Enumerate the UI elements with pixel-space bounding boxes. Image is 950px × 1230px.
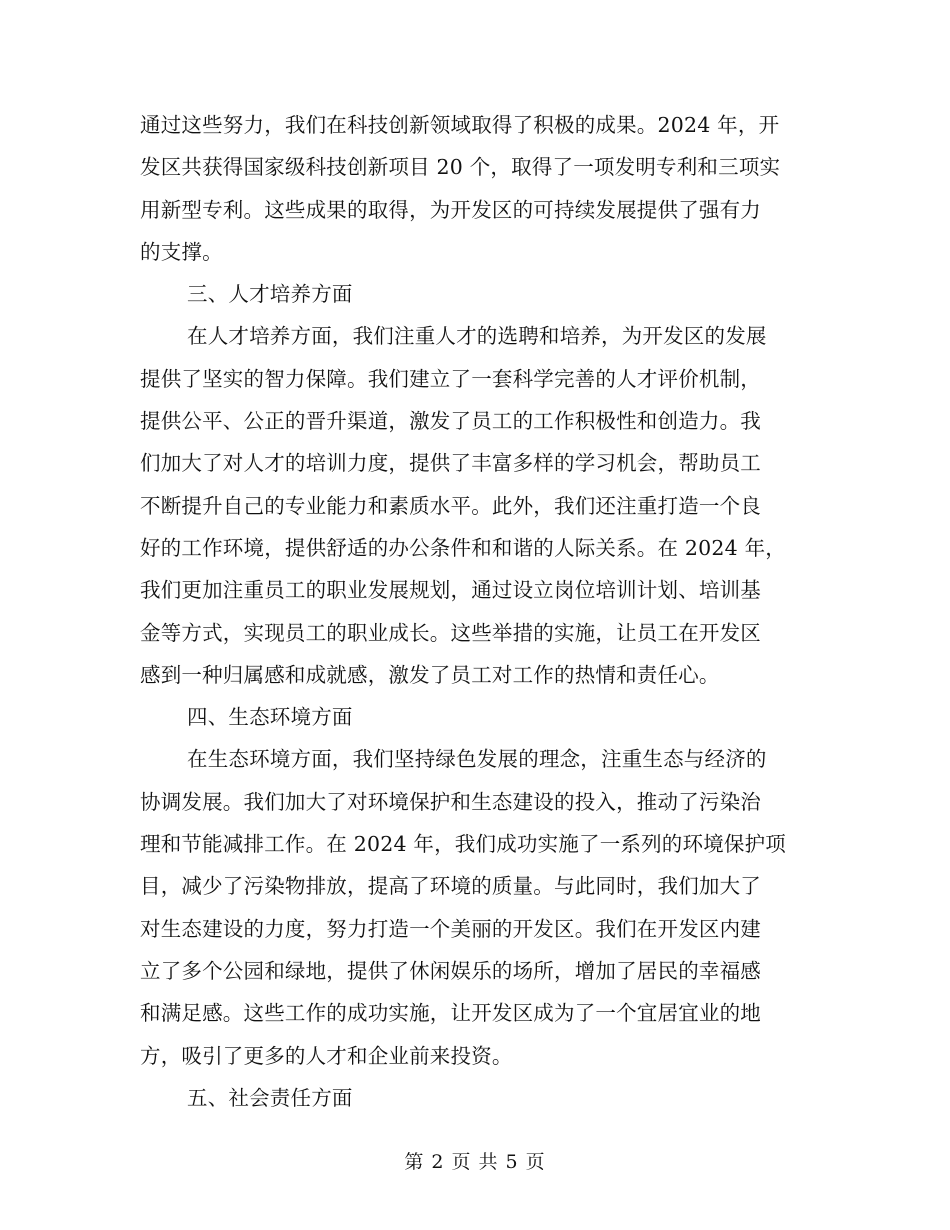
text-line: 发区共获得国家级科技创新项目 20 个，取得了一项发明专利和三项实 [140,155,781,180]
text-line: 感到一种归属感和成就感，激发了员工对工作的热情和责任心。 [140,662,720,687]
text-line: 好的工作环境，提供舒适的办公条件和和谐的人际关系。在 2024 年， [140,535,787,560]
text-line: 对生态建设的力度，努力打造一个美丽的开发区。我们在开发区内建 [140,916,761,941]
text-line: 的支撑。 [140,239,223,264]
text-line: 不断提升自己的专业能力和素质水平。此外，我们还注重打造一个良 [140,493,761,518]
text-line: 通过这些努力，我们在科技创新领域取得了积极的成果。2024 年，开 [140,113,780,137]
text-line: 在人才培养方面，我们注重人才的选聘和培养，为开发区的发展 [187,324,767,349]
text-line: 立了多个公园和绿地，提供了休闲娱乐的场所，增加了居民的幸福感 [140,958,761,983]
text-line: 提供了坚实的智力保障。我们建立了一套科学完善的人才评价机制， [140,366,761,391]
text-line: 协调发展。我们加大了对环境保护和生态建设的投入，推动了污染治 [140,789,761,814]
document-body [140,104,812,1119]
text-line: 提供公平、公正的晋升渠道，激发了员工的工作积极性和创造力。我 [140,409,761,434]
text-line: 我们更加注重员工的职业发展规划，通过设立岗位培训计划、培训基 [140,578,761,603]
text-line: 在生态环境方面，我们坚持绿色发展的理念，注重生态与经济的 [187,747,767,772]
text-line: 理和节能减排工作。在 2024 年，我们成功实施了一系列的环境保护项 [140,832,787,857]
text-line: 金等方式，实现员工的职业成长。这些举措的实施，让员工在开发区 [140,620,761,645]
page-number-footer: 第 2 页 共 5 页 [404,1151,546,1173]
text-line: 方，吸引了更多的人才和企业前来投资。 [140,1043,513,1068]
text-line: 们加大了对人才的培训力度，提供了丰富多样的学习机会，帮助员工 [140,451,761,476]
text-line: 用新型专利。这些成果的取得，为开发区的可持续发展提供了强有力 [140,197,761,222]
text-line: 和满足感。这些工作的成功实施，让开发区成为了一个宜居宜业的地 [140,1001,761,1026]
text-line: 三、人才培养方面 [187,282,353,307]
text-line: 五、社会责任方面 [187,1085,353,1110]
text-line: 四、生态环境方面 [187,705,353,730]
text-line: 目，减少了污染物排放，提高了环境的质量。与此同时，我们加大了 [140,874,761,899]
